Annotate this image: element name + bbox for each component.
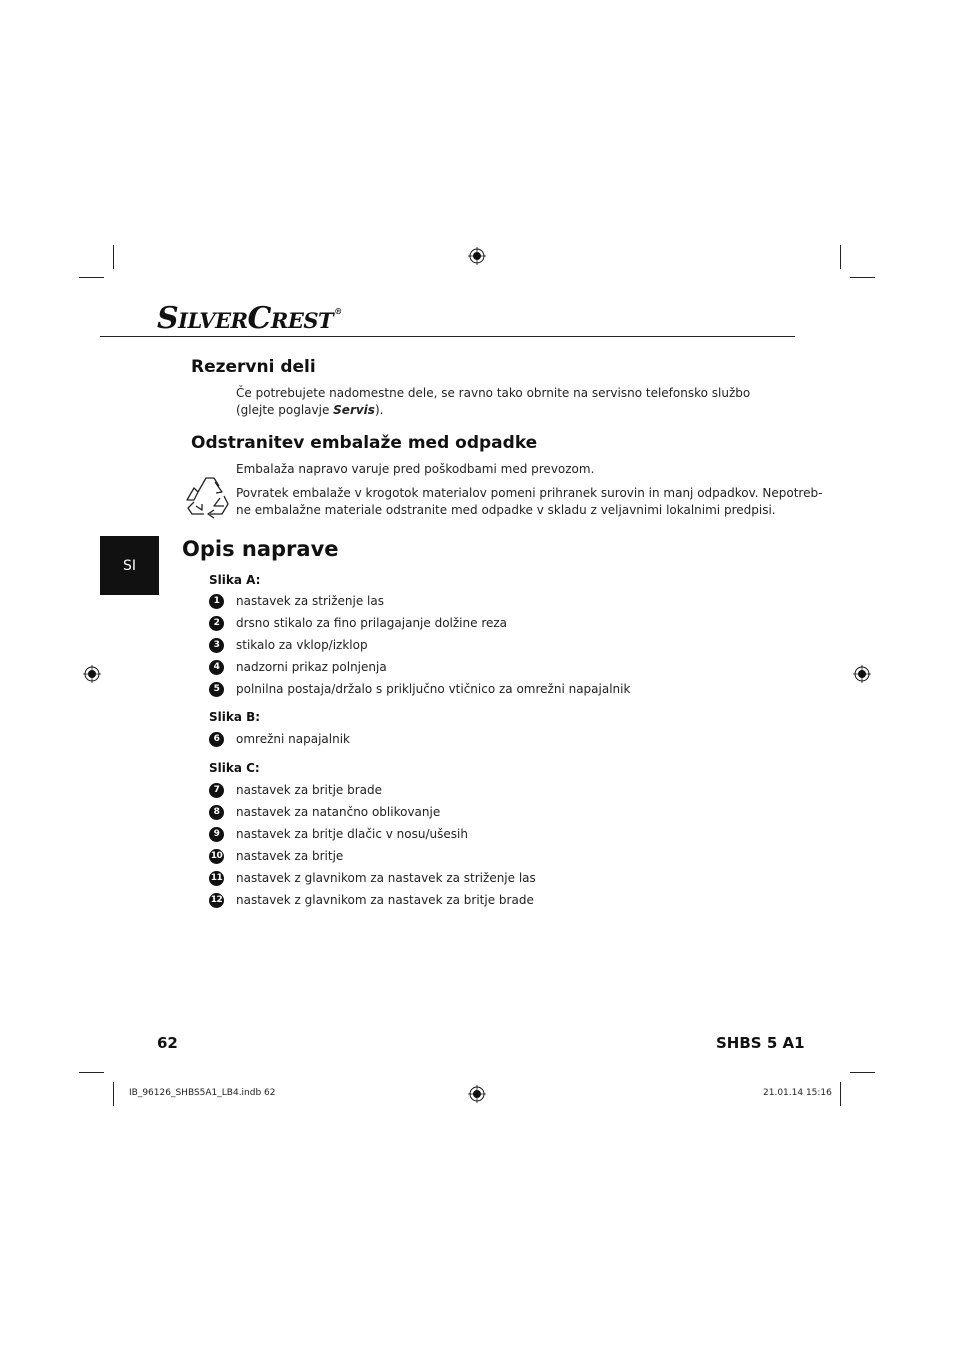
disposal-heading: Odstranitev embalaže med odpadke — [191, 433, 538, 453]
item-text: nastavek z glavnikom za nastavek za britje brade — [236, 893, 534, 907]
list-item — [209, 889, 536, 911]
item-number: 6 — [209, 732, 224, 747]
page-number: 62 — [157, 1034, 178, 1052]
crop-mark — [79, 1072, 104, 1073]
figure-c-list — [209, 779, 536, 911]
registration-mark-icon — [468, 247, 486, 265]
list-item — [209, 678, 630, 700]
crop-mark — [840, 1082, 841, 1106]
item-number: 7 — [209, 783, 224, 798]
item-text: nastavek za natančno oblikovanje — [236, 805, 441, 819]
language-tab: SI — [100, 536, 159, 595]
crop-mark — [850, 1072, 875, 1073]
model-name: SHBS 5 A1 — [716, 1034, 805, 1052]
registration-mark-icon — [853, 665, 871, 683]
crop-mark — [113, 1082, 114, 1106]
spare-parts-heading: Rezervni deli — [191, 357, 316, 377]
disposal-text-2: Povratek embalaže v krogotok materialov pomeni prihranek surovin in manj odpadkov. Nepotreb- ne embalažne materiale odstranite med odpadke v skladu z veljavnimi lokalnimi predpisi. — [236, 486, 823, 517]
figure-b-label: Slika B: — [209, 710, 261, 724]
list-item — [209, 779, 536, 801]
description-heading: Opis naprave — [182, 537, 339, 561]
figure-a-label: Slika A: — [209, 573, 261, 587]
slug-date: 21.01.14 15:16 — [763, 1088, 832, 1098]
figure-a-list — [209, 590, 630, 700]
registration-mark-icon — [468, 1085, 486, 1103]
crop-mark — [113, 245, 114, 269]
spare-parts-text: Če potrebujete nadomestne dele, se ravno tako obrnite na servisno telefonsko službo (glejte poglavje Servis). — [236, 386, 751, 417]
item-text: stikalo za vklop/izklop — [236, 638, 368, 652]
list-item — [209, 612, 630, 634]
crop-mark — [840, 245, 841, 269]
item-number: 3 — [209, 638, 224, 653]
item-number: 12 — [209, 893, 224, 908]
list-item — [209, 845, 536, 867]
brand-logo: SILVERCREST® — [157, 301, 342, 336]
item-text: drsno stikalo za fino prilagajanje dolžine reza — [236, 616, 508, 630]
item-text: omrežni napajalnik — [236, 732, 350, 746]
item-number: 4 — [209, 660, 224, 675]
list-item — [209, 656, 630, 678]
item-number: 11 — [209, 871, 224, 886]
list-item — [209, 801, 536, 823]
item-number: 5 — [209, 682, 224, 697]
list-item — [209, 634, 630, 656]
item-number: 8 — [209, 805, 224, 820]
item-text: nastavek z glavnikom za nastavek za striženje las — [236, 871, 536, 885]
item-text: nastavek za britje dlačic v nosu/ušesih — [236, 827, 468, 841]
crop-mark — [79, 277, 104, 278]
list-item — [209, 867, 536, 889]
figure-c-label: Slika C: — [209, 761, 260, 775]
list-item — [209, 728, 350, 750]
registration-mark-icon — [83, 665, 101, 683]
item-number: 9 — [209, 827, 224, 842]
item-number: 1 — [209, 594, 224, 609]
figure-b-list — [209, 728, 350, 750]
recycle-icon — [184, 472, 230, 520]
item-text: nadzorni prikaz polnjenja — [236, 660, 387, 674]
item-text: nastavek za britje brade — [236, 783, 383, 797]
slug-file: IB_96126_SHBS5A1_LB4.indb 62 — [129, 1088, 276, 1098]
servis-reference: Servis — [333, 403, 375, 417]
item-number: 10 — [209, 849, 224, 864]
item-text: polnilna postaja/držalo s priključno vtičnico za omrežni napajalnik — [236, 682, 631, 696]
header-rule — [100, 336, 795, 337]
item-text: nastavek za britje — [236, 849, 344, 863]
list-item — [209, 590, 630, 612]
item-number: 2 — [209, 616, 224, 631]
crop-mark — [850, 277, 875, 278]
disposal-text-1: Embalaža napravo varuje pred poškodbami med prevozom. — [236, 462, 595, 476]
list-item — [209, 823, 536, 845]
item-text: nastavek za striženje las — [236, 594, 384, 608]
